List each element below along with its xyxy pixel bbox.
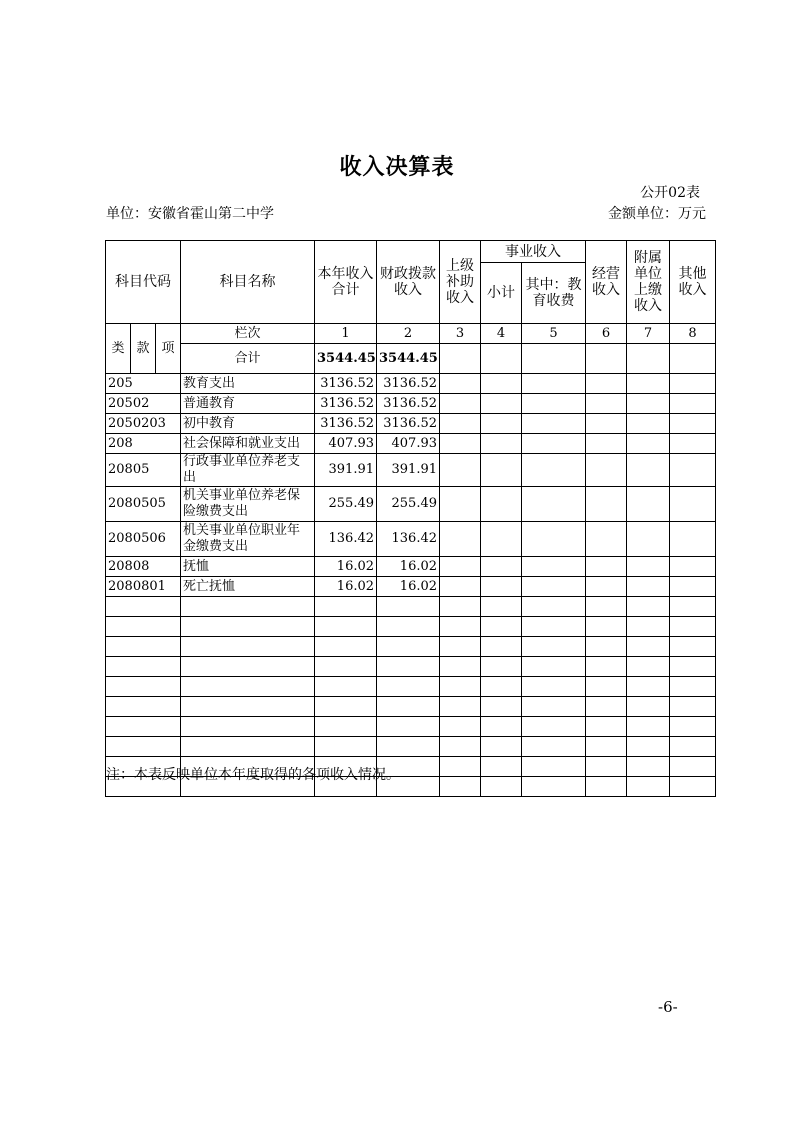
col-number: 8	[670, 324, 716, 344]
empty-cell	[481, 637, 522, 657]
col-number: 2	[377, 324, 440, 344]
empty-cell	[377, 737, 440, 757]
money-unit-label: 金额单位：万元	[608, 206, 706, 222]
row-name: 社会保障和就业支出	[181, 434, 315, 454]
table-row	[106, 557, 716, 577]
empty-cell	[670, 717, 716, 737]
empty-cell	[586, 454, 627, 487]
empty-cell	[522, 374, 586, 394]
row-name: 初中教育	[181, 414, 315, 434]
empty-cell	[586, 577, 627, 597]
header-name: 科目名称	[181, 241, 315, 324]
empty-cell	[440, 737, 481, 757]
row-col2: 136.42	[377, 522, 440, 557]
empty-cell	[627, 697, 670, 717]
empty-cell	[586, 522, 627, 557]
empty-cell	[522, 717, 586, 737]
row-col2: 3136.52	[377, 414, 440, 434]
empty-cell	[440, 597, 481, 617]
empty-cell	[315, 697, 377, 717]
row-code: 2050203	[106, 414, 181, 434]
empty-cell	[586, 374, 627, 394]
empty-cell	[481, 757, 522, 777]
empty-cell	[315, 597, 377, 617]
empty-cell	[670, 737, 716, 757]
empty-row	[106, 637, 716, 657]
row-col2: 391.91	[377, 454, 440, 487]
empty-cell	[586, 394, 627, 414]
empty-cell	[315, 617, 377, 637]
empty-cell	[522, 454, 586, 487]
empty-cell	[440, 487, 481, 522]
empty-cell	[522, 737, 586, 757]
empty-row	[106, 597, 716, 617]
col-number: 6	[586, 324, 627, 344]
empty-cell	[586, 757, 627, 777]
col-number: 1	[315, 324, 377, 344]
empty-cell	[181, 637, 315, 657]
empty-cell	[586, 737, 627, 757]
empty-cell	[481, 657, 522, 677]
row-code: 20805	[106, 454, 181, 487]
empty-cell	[627, 394, 670, 414]
empty-cell	[522, 777, 586, 797]
empty-cell	[670, 677, 716, 697]
col-number: 4	[481, 324, 522, 344]
page-number: -6-	[658, 998, 678, 1016]
empty-cell	[627, 717, 670, 737]
row-name: 行政事业单位养老支出	[181, 454, 315, 487]
empty-cell	[481, 597, 522, 617]
empty-cell	[315, 657, 377, 677]
row-col2: 407.93	[377, 434, 440, 454]
empty-cell	[377, 717, 440, 737]
empty-cell	[586, 657, 627, 677]
empty-cell	[440, 677, 481, 697]
empty-cell	[670, 777, 716, 797]
header-col2: 财政拨款收入	[377, 241, 440, 324]
empty-cell	[586, 597, 627, 617]
header-shiye: 事业收入	[481, 241, 586, 263]
empty-cell	[440, 414, 481, 434]
empty-cell	[481, 777, 522, 797]
empty-cell	[181, 657, 315, 677]
empty-cell	[440, 617, 481, 637]
empty-cell	[440, 522, 481, 557]
empty-cell	[315, 717, 377, 737]
empty-cell	[481, 737, 522, 757]
empty-cell	[627, 757, 670, 777]
empty-cell	[481, 374, 522, 394]
row-col2: 3136.52	[377, 374, 440, 394]
empty-cell	[481, 414, 522, 434]
empty-cell	[440, 454, 481, 487]
empty-cell	[106, 617, 181, 637]
empty-cell	[481, 522, 522, 557]
empty-cell	[481, 697, 522, 717]
header-col4: 小计	[481, 263, 522, 324]
empty-cell	[106, 697, 181, 717]
empty-cell	[670, 577, 716, 597]
empty-cell	[627, 737, 670, 757]
empty-cell	[440, 777, 481, 797]
empty-cell	[106, 597, 181, 617]
row-col1: 3136.52	[315, 374, 377, 394]
empty-cell	[106, 657, 181, 677]
empty-cell	[377, 657, 440, 677]
empty-row	[106, 737, 716, 757]
row-col1: 16.02	[315, 557, 377, 577]
col-number: 5	[522, 324, 586, 344]
empty-cell	[627, 577, 670, 597]
empty-cell	[181, 617, 315, 637]
empty-row	[106, 657, 716, 677]
row-name: 机关事业单位职业年金缴费支出	[181, 522, 315, 557]
row-col2: 255.49	[377, 487, 440, 522]
empty-cell	[586, 677, 627, 697]
empty-row	[106, 617, 716, 637]
unit-label: 单位：安徽省霍山第二中学	[106, 206, 274, 222]
empty-cell	[481, 394, 522, 414]
empty-cell	[181, 677, 315, 697]
empty-cell	[670, 697, 716, 717]
row-code: 2080801	[106, 577, 181, 597]
empty-cell	[522, 577, 586, 597]
row-name: 普通教育	[181, 394, 315, 414]
empty-cell	[440, 374, 481, 394]
header-lei: 类	[106, 324, 131, 374]
row-code: 20502	[106, 394, 181, 414]
empty-cell	[670, 557, 716, 577]
empty-cell	[627, 677, 670, 697]
row-name: 死亡抚恤	[181, 577, 315, 597]
empty-cell	[670, 522, 716, 557]
empty-cell	[627, 522, 670, 557]
empty-cell	[106, 677, 181, 697]
empty-cell	[522, 394, 586, 414]
empty-cell	[181, 737, 315, 757]
table-row	[106, 434, 716, 454]
empty-cell	[586, 434, 627, 454]
empty-cell	[586, 487, 627, 522]
empty-cell	[440, 557, 481, 577]
row-col2: 16.02	[377, 577, 440, 597]
empty-cell	[670, 434, 716, 454]
empty-cell	[481, 487, 522, 522]
empty-cell	[522, 414, 586, 434]
empty-cell	[522, 487, 586, 522]
table-row	[106, 577, 716, 597]
empty-cell	[627, 374, 670, 394]
empty-cell	[522, 597, 586, 617]
empty-cell	[627, 657, 670, 677]
empty-cell	[586, 414, 627, 434]
empty-cell	[627, 637, 670, 657]
empty-cell	[440, 637, 481, 657]
header-col8: 其他收入	[670, 241, 716, 324]
empty-cell	[627, 557, 670, 577]
empty-cell	[481, 434, 522, 454]
header-lanci: 栏次	[181, 324, 315, 344]
empty-cell	[522, 557, 586, 577]
empty-cell	[627, 617, 670, 637]
footnote: 注：本表反映单位本年度取得的各项收入情况。	[106, 767, 400, 783]
empty-cell	[586, 637, 627, 657]
empty-cell	[586, 717, 627, 737]
col-number: 3	[440, 324, 481, 344]
empty-cell	[627, 414, 670, 434]
row-name: 教育支出	[181, 374, 315, 394]
total-col2: 3544.45	[377, 344, 440, 374]
empty-cell	[627, 487, 670, 522]
row-col1: 136.42	[315, 522, 377, 557]
header-col7: 附属单位上缴收入	[627, 241, 670, 324]
empty-cell	[440, 394, 481, 414]
header-code: 科目代码	[106, 241, 181, 324]
empty-cell	[106, 637, 181, 657]
empty-cell	[586, 777, 627, 797]
empty-cell	[181, 717, 315, 737]
empty-cell	[670, 394, 716, 414]
empty-cell	[440, 697, 481, 717]
row-col1: 391.91	[315, 454, 377, 487]
row-col1: 16.02	[315, 577, 377, 597]
empty-cell	[181, 597, 315, 617]
row-col1: 3136.52	[315, 414, 377, 434]
empty-cell	[481, 557, 522, 577]
empty-cell	[586, 697, 627, 717]
empty-cell	[181, 697, 315, 717]
total-label: 合计	[181, 344, 315, 374]
empty-cell	[586, 617, 627, 637]
empty-cell	[481, 617, 522, 637]
empty-cell	[315, 637, 377, 657]
empty-cell	[440, 657, 481, 677]
col-number: 7	[627, 324, 670, 344]
row-name: 抚恤	[181, 557, 315, 577]
empty-cell	[440, 434, 481, 454]
header-xiang: 项	[156, 324, 181, 374]
empty-cell	[522, 657, 586, 677]
empty-cell	[440, 757, 481, 777]
header-col5: 其中：教育收费	[522, 263, 586, 324]
table-row	[106, 414, 716, 434]
empty-cell	[440, 577, 481, 597]
page-title: 收入决算表	[339, 154, 455, 180]
table-row	[106, 522, 716, 557]
table-row	[106, 394, 716, 414]
empty-row	[106, 677, 716, 697]
header-col6: 经营收入	[586, 241, 627, 324]
row-col2: 3136.52	[377, 394, 440, 414]
empty-cell	[522, 617, 586, 637]
empty-cell	[522, 434, 586, 454]
empty-cell	[481, 717, 522, 737]
header-col3: 上级补助收入	[440, 241, 481, 324]
empty-cell	[377, 697, 440, 717]
empty-cell	[522, 697, 586, 717]
empty-cell	[481, 677, 522, 697]
empty-cell	[522, 757, 586, 777]
empty-cell	[627, 597, 670, 617]
empty-cell	[670, 617, 716, 637]
empty-cell	[315, 737, 377, 757]
header-col1: 本年收入合计	[315, 241, 377, 324]
empty-cell	[627, 454, 670, 487]
empty-cell	[377, 637, 440, 657]
row-col1: 407.93	[315, 434, 377, 454]
empty-cell	[670, 374, 716, 394]
row-col1: 3136.52	[315, 394, 377, 414]
row-code: 20808	[106, 557, 181, 577]
row-col1: 255.49	[315, 487, 377, 522]
empty-cell	[670, 487, 716, 522]
empty-cell	[481, 577, 522, 597]
empty-row	[106, 717, 716, 737]
empty-cell	[377, 677, 440, 697]
total-col1: 3544.45	[315, 344, 377, 374]
empty-cell	[440, 717, 481, 737]
row-col2: 16.02	[377, 557, 440, 577]
empty-cell	[670, 757, 716, 777]
empty-cell	[377, 597, 440, 617]
empty-cell	[522, 637, 586, 657]
table-row	[106, 487, 716, 522]
empty-cell	[670, 657, 716, 677]
empty-cell	[670, 597, 716, 617]
empty-cell	[627, 777, 670, 797]
empty-cell	[670, 454, 716, 487]
empty-cell	[315, 677, 377, 697]
row-code: 2080505	[106, 487, 181, 522]
table-row	[106, 454, 716, 487]
table-row	[106, 374, 716, 394]
empty-row	[106, 697, 716, 717]
empty-cell	[627, 434, 670, 454]
income-statement-table	[105, 240, 716, 797]
empty-cell	[586, 557, 627, 577]
empty-cell	[106, 737, 181, 757]
row-code: 208	[106, 434, 181, 454]
header-kuan: 款	[131, 324, 156, 374]
empty-cell	[670, 637, 716, 657]
empty-cell	[522, 522, 586, 557]
empty-cell	[377, 617, 440, 637]
row-code: 205	[106, 374, 181, 394]
empty-cell	[106, 717, 181, 737]
form-number: 公开02表	[640, 185, 700, 201]
empty-cell	[670, 414, 716, 434]
row-code: 2080506	[106, 522, 181, 557]
row-name: 机关事业单位养老保险缴费支出	[181, 487, 315, 522]
empty-cell	[481, 454, 522, 487]
empty-cell	[522, 677, 586, 697]
